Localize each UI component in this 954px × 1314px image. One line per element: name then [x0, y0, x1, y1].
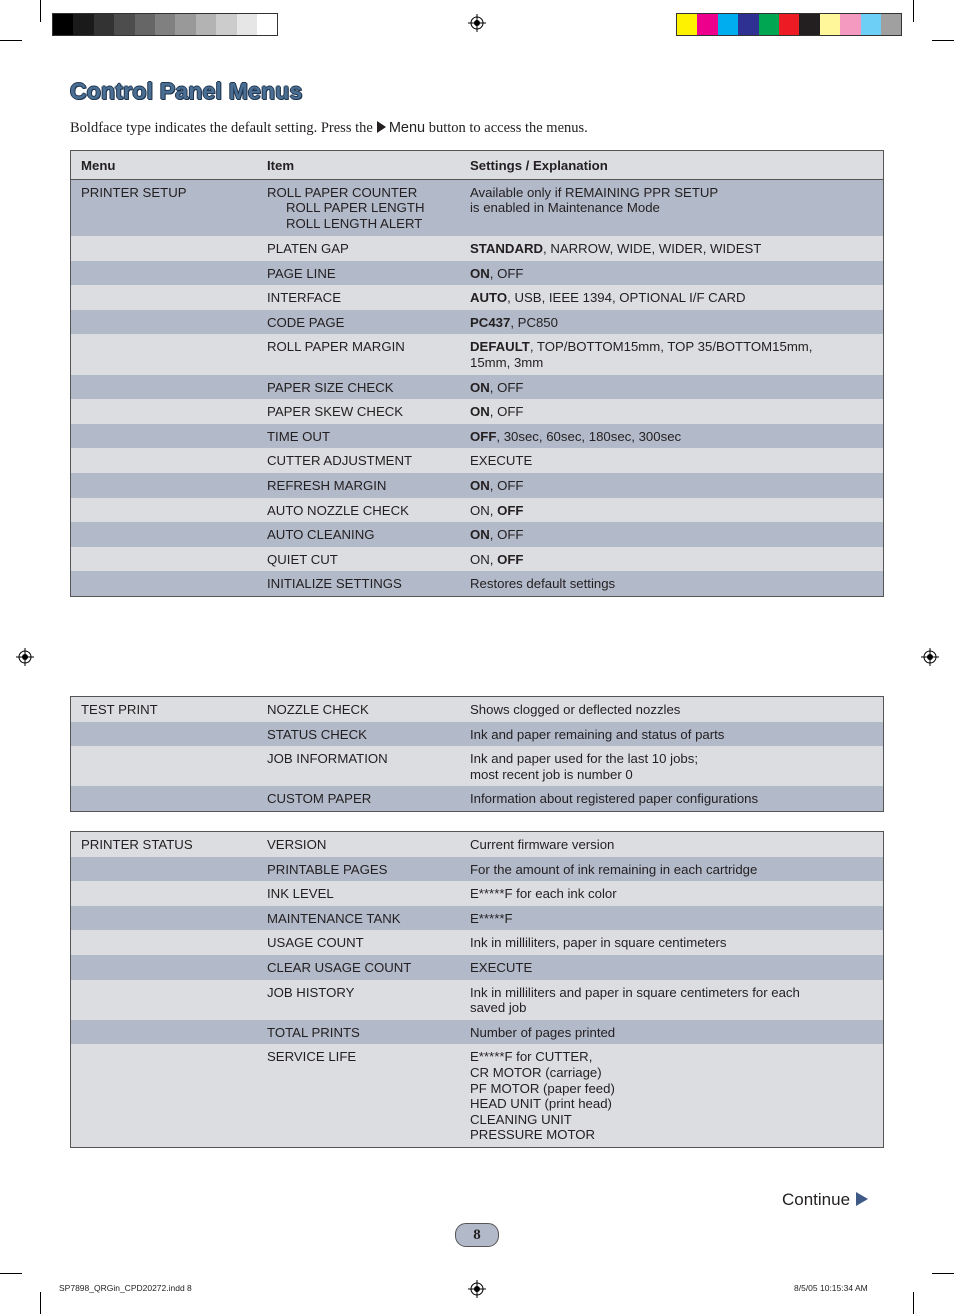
- table-row: [71, 980, 884, 1020]
- settings-cell: [460, 473, 884, 498]
- default-value: PC437: [470, 314, 511, 330]
- settings-cell: Ink and paper remaining and status of parts: [470, 726, 725, 742]
- settings-cell: [460, 236, 884, 261]
- settings-cell: Shows clogged or deflected nozzles: [470, 702, 681, 717]
- item-label: PAPER SIZE CHECK: [267, 379, 394, 395]
- item-label: ROLL PAPER COUNTER: [267, 184, 418, 200]
- table-row: [71, 473, 884, 498]
- table-row: [71, 857, 884, 882]
- grayscale-bar: [52, 13, 278, 36]
- item-label: PAPER SKEW CHECK: [267, 404, 404, 420]
- continue-link[interactable]: [782, 1190, 868, 1210]
- item-label: PRINTABLE PAGES: [267, 861, 388, 877]
- item-sub-label: ROLL PAPER LENGTH: [286, 200, 425, 216]
- table-row: [71, 424, 884, 449]
- item-label: TIME OUT: [267, 428, 331, 444]
- settings-line: PF MOTOR (paper feed): [470, 1080, 615, 1096]
- registration-mark-icon: [468, 1280, 486, 1298]
- item-label: STATUS CHECK: [267, 726, 367, 742]
- other-values: , TOP/BOTTOM15mm, TOP 35/BOTTOM15mm,: [529, 339, 813, 355]
- item-label: INK LEVEL: [267, 886, 334, 902]
- printer-setup-table: [70, 150, 884, 597]
- settings-cell: Number of pages printed: [470, 1024, 616, 1040]
- table-row: [71, 746, 884, 786]
- printer-status-table: [70, 831, 884, 1148]
- table-row: [71, 261, 884, 286]
- continue-label: Continue: [782, 1190, 851, 1209]
- item-label: CODE PAGE: [267, 314, 345, 330]
- registration-mark-icon: [921, 648, 939, 666]
- default-value: ON: [470, 379, 490, 395]
- menu-name: PRINTER STATUS: [81, 837, 193, 852]
- settings-line: most recent job is number 0: [470, 766, 633, 782]
- other-values: ON,: [470, 502, 498, 518]
- other-values: , OFF: [489, 404, 524, 420]
- table-row: [71, 1044, 884, 1147]
- item-label: USAGE COUNT: [267, 935, 364, 951]
- other-values: , USB, IEEE 1394, OPTIONAL I/F CARD: [507, 290, 746, 306]
- default-value: ON: [470, 478, 490, 494]
- settings-cell: For the amount of ink remaining in each cartridge: [470, 861, 758, 877]
- other-values: , OFF: [489, 527, 524, 543]
- table-row: [71, 722, 884, 747]
- other-values-cont: 15mm, 3mm: [470, 355, 544, 371]
- table-row: [71, 236, 884, 261]
- page-number: 8: [455, 1223, 499, 1247]
- settings-cell: Information about registered paper configurations: [470, 791, 759, 807]
- item-label: JOB HISTORY: [267, 984, 355, 1000]
- item-label: QUIET CUT: [267, 551, 338, 567]
- item-label: SERVICE LIFE: [267, 1049, 357, 1065]
- slug-date: 8/5/05 10:15:34 AM: [794, 1283, 868, 1293]
- default-value: OFF: [497, 551, 524, 567]
- table-row: [71, 310, 884, 335]
- table-header-row: [71, 151, 884, 180]
- default-value: DEFAULT: [470, 339, 530, 355]
- other-values: , OFF: [489, 379, 524, 395]
- settings-cell: [460, 980, 884, 1020]
- item-label: INITIALIZE SETTINGS: [267, 576, 402, 592]
- table-row: [71, 448, 884, 473]
- table-row: [71, 955, 884, 980]
- page-title: Control Panel Menus: [70, 78, 303, 104]
- item-label: ROLL PAPER MARGIN: [267, 339, 405, 355]
- other-values: , NARROW, WIDE, WIDER, WIDEST: [543, 241, 762, 257]
- item-label: CUTTER ADJUSTMENT: [267, 453, 413, 469]
- table-row: [71, 285, 884, 310]
- table-row: [71, 930, 884, 955]
- table-row: [71, 786, 884, 811]
- item-label: PLATEN GAP: [267, 241, 349, 257]
- settings-cell: [460, 498, 884, 523]
- default-value: ON: [470, 265, 490, 281]
- slug-file: SP7898_QRGin_CPD20272.indd 8: [59, 1283, 192, 1293]
- default-value: ON: [470, 527, 490, 543]
- item-label: INTERFACE: [267, 290, 342, 306]
- item-label: MAINTENANCE TANK: [267, 910, 401, 926]
- default-value: OFF: [497, 502, 524, 518]
- settings-cell: EXECUTE: [470, 959, 533, 975]
- default-value: STANDARD: [470, 241, 544, 257]
- settings-line: is enabled in Maintenance Mode: [470, 200, 660, 216]
- table-row: [71, 881, 884, 906]
- other-values: , 30sec, 60sec, 180sec, 300sec: [496, 428, 682, 444]
- settings-cell: [460, 310, 884, 335]
- table-row: [71, 522, 884, 547]
- settings-cell: [460, 261, 884, 286]
- intro-after: button to access the menus.: [428, 120, 588, 136]
- color-bar: [676, 13, 902, 36]
- intro-menu-word: Menu: [388, 120, 426, 136]
- default-value: ON: [470, 404, 490, 420]
- settings-cell: [460, 424, 884, 449]
- default-value: OFF: [470, 428, 497, 444]
- item-label: REFRESH MARGIN: [267, 478, 387, 494]
- item-label: AUTO CLEANING: [267, 527, 375, 543]
- table-row: [71, 179, 884, 236]
- test-print-table: [70, 696, 884, 812]
- item-sub-label: ROLL LENGTH ALERT: [286, 215, 423, 231]
- table-row: [71, 1020, 884, 1045]
- settings-cell: E*****F: [470, 910, 513, 926]
- table-row: [71, 399, 884, 424]
- settings-cell: Current firmware version: [470, 837, 615, 852]
- item-label: NOZZLE CHECK: [267, 702, 369, 717]
- settings-line: Ink and paper used for the last 10 jobs;: [470, 751, 698, 767]
- settings-line: Available only if REMAINING PPR SETUP: [470, 184, 719, 200]
- item-label: AUTO NOZZLE CHECK: [267, 502, 409, 518]
- intro-before: Boldface type indicates the default setting. Press the: [70, 120, 373, 136]
- settings-line: saved job: [470, 1000, 527, 1016]
- item-label: TOTAL PRINTS: [267, 1024, 360, 1040]
- menu-right-triangle-icon: [377, 121, 386, 133]
- settings-cell: [460, 179, 884, 236]
- default-value: AUTO: [470, 290, 508, 306]
- other-values: , PC850: [510, 314, 558, 330]
- item-label: CUSTOM PAPER: [267, 791, 372, 807]
- table-row: [71, 906, 884, 931]
- settings-cell: [460, 1044, 884, 1147]
- table-row: [71, 697, 884, 722]
- table-row: [71, 547, 884, 572]
- settings-cell: [460, 547, 884, 572]
- continue-arrow-icon: [856, 1192, 868, 1206]
- table-row: [71, 571, 884, 596]
- table-row: [71, 375, 884, 400]
- item-cell: [257, 179, 460, 236]
- item-label: JOB INFORMATION: [267, 751, 388, 767]
- settings-cell: Ink in milliliters, paper in square centimeters: [470, 935, 727, 951]
- settings-line: CLEANING UNIT: [470, 1111, 572, 1127]
- menu-name: PRINTER SETUP: [81, 184, 187, 200]
- item-label: PAGE LINE: [267, 265, 336, 281]
- table-row: [71, 832, 884, 857]
- other-values: ON,: [470, 551, 498, 567]
- menu-name: TEST PRINT: [81, 702, 158, 717]
- settings-cell: [460, 375, 884, 400]
- settings-line: E*****F for CUTTER,: [470, 1049, 593, 1065]
- settings-line: PRESSURE MOTOR: [470, 1127, 596, 1143]
- settings-cell: [460, 522, 884, 547]
- settings-cell: E*****F for each ink color: [470, 886, 617, 902]
- settings-cell: [460, 334, 884, 374]
- settings-cell: [460, 746, 884, 786]
- item-label: CLEAR USAGE COUNT: [267, 959, 412, 975]
- intro-text: [70, 120, 588, 137]
- other-values: , OFF: [489, 478, 524, 494]
- settings-cell: [460, 399, 884, 424]
- header-settings: Settings / Explanation: [460, 151, 884, 180]
- settings-line: CR MOTOR (carriage): [470, 1064, 602, 1080]
- header-item: Item: [257, 151, 460, 180]
- settings-line: HEAD UNIT (print head): [470, 1096, 612, 1112]
- registration-mark-icon: [468, 14, 486, 32]
- item-label: VERSION: [267, 837, 327, 852]
- table-row: [71, 498, 884, 523]
- table-row: [71, 334, 884, 374]
- registration-mark-icon: [16, 648, 34, 666]
- header-menu: Menu: [71, 151, 258, 180]
- settings-cell: [460, 285, 884, 310]
- other-values: , OFF: [489, 265, 524, 281]
- settings-cell: EXECUTE: [470, 453, 533, 469]
- settings-line: Ink in milliliters and paper in square centimeters for each: [470, 984, 800, 1000]
- settings-cell: Restores default settings: [470, 576, 616, 592]
